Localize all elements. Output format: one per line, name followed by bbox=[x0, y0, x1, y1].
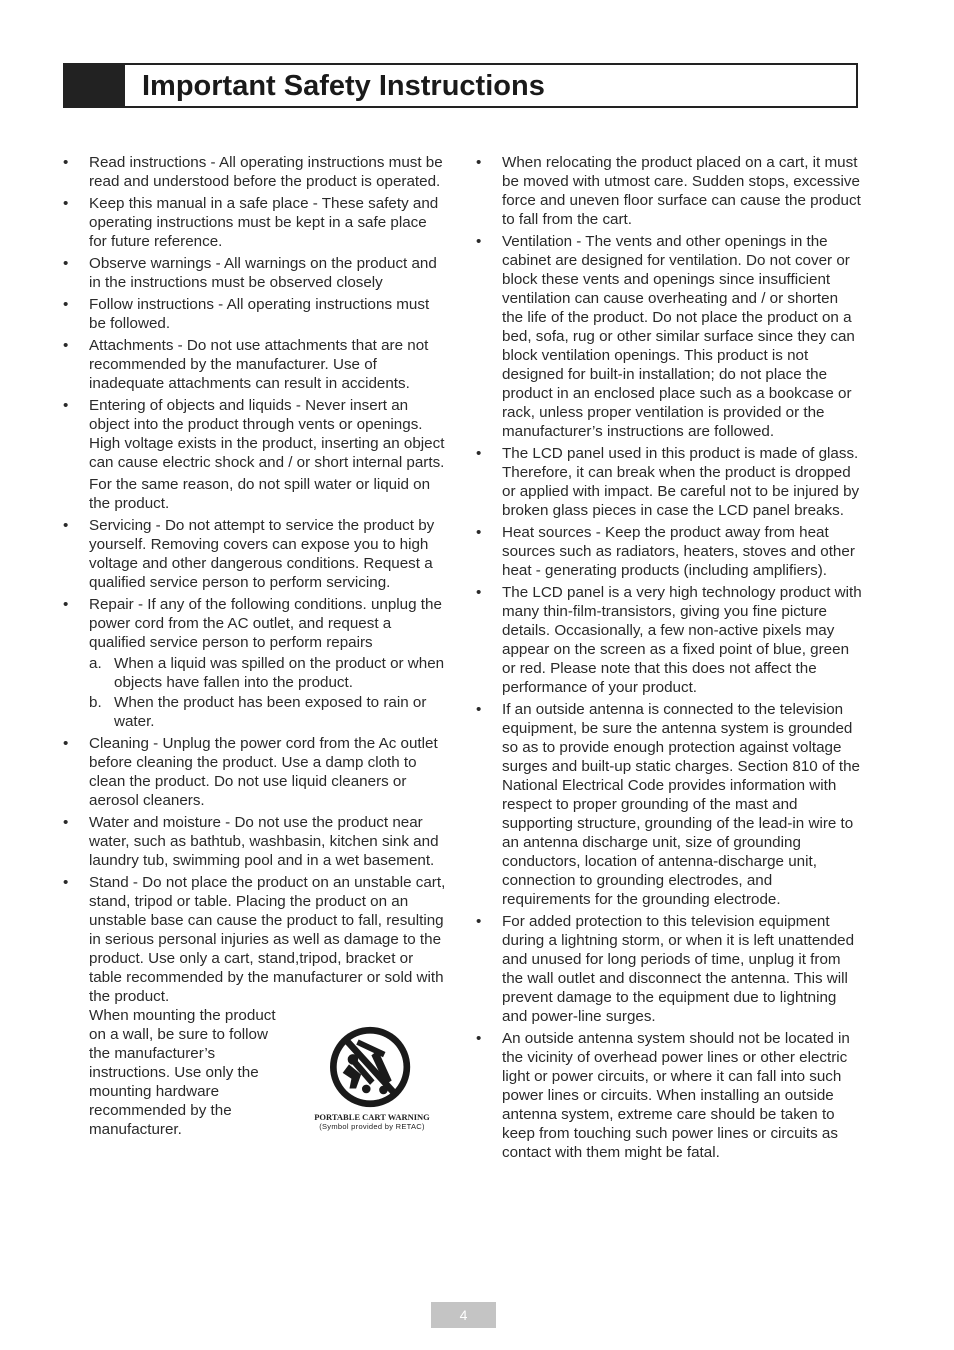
instruction-item bbox=[63, 254, 447, 292]
instruction-item bbox=[476, 583, 862, 697]
instruction-item bbox=[476, 1029, 862, 1162]
bullet-icon: • bbox=[476, 524, 482, 541]
bullet-icon: • bbox=[63, 337, 69, 354]
bullet-icon: • bbox=[476, 1030, 482, 1047]
cart-warning-caption: PORTABLE CART WARNING bbox=[314, 1112, 430, 1122]
instruction-text: Read instructions - All operating instructions must be read and understood before the product is operated. bbox=[89, 154, 443, 190]
cart-warning-figure bbox=[307, 1025, 437, 1137]
instruction-item bbox=[63, 153, 447, 191]
bullet-icon: • bbox=[63, 874, 69, 891]
instruction-item bbox=[476, 912, 862, 1026]
instruction-text: When relocating the product placed on a cart, it must be moved with utmost care. Sudden stops, excessive force and uneven floor surface can cause the product to fall from the cart. bbox=[502, 154, 861, 228]
sub-item-marker: a. bbox=[89, 655, 102, 672]
instruction-text: The LCD panel used in this product is made of glass. Therefore, it can break when the product is dropped or applied with impact. Be careful not to be injured by broken glass pieces in case the LCD panel breaks. bbox=[502, 445, 860, 519]
instruction-text: Attachments - Do not use attachments that are not recommended by the manufacturer. Use of inadequate attachments can result in accidents. bbox=[89, 337, 429, 392]
instruction-item bbox=[63, 194, 447, 251]
bullet-icon: • bbox=[63, 814, 69, 831]
sub-item-marker: b. bbox=[89, 694, 102, 711]
stand-tail-block bbox=[89, 1006, 447, 1140]
instruction-text: Water and moisture - Do not use the product near water, such as bathtub, washbasin, kitchen sink and laundry tub, swimming pool and in a wet basement. bbox=[89, 814, 439, 869]
instruction-item bbox=[63, 295, 447, 333]
header-black-block bbox=[65, 65, 125, 106]
instruction-text: If an outside antenna is connected to the television equipment, be sure the antenna system is grounded so as to provide enough protection against voltage surges and built-up static charges. Section 810 of the National Electrical Code provides information with respect to proper grounding of the mast and supporting structure, grounding of the lead-in wire to an antenna discharge unit, size of grounding conductors, location of antenna-discharge unit, connection to grounding electrodes, and requirements for the grounding electrode. bbox=[502, 701, 860, 908]
instruction-text: Stand - Do not place the product on an unstable cart, stand, tripod or table. Placing the product on an unstable base can cause the product to fall, resulting in serious personal injuries as well as damage to the product. Use only a cart, stand,tripod, bracket or table recommended by the manufacturer or sold with the product. bbox=[89, 874, 446, 1005]
bullet-icon: • bbox=[476, 584, 482, 601]
bullet-icon: • bbox=[476, 233, 482, 250]
instruction-text: Servicing - Do not attempt to service the product by yourself. Removing covers can expose you to high voltage and other dangerous conditions. Request a qualified service person to perform servicing. bbox=[89, 517, 435, 591]
instruction-text: Repair - If any of the following conditions. unplug the power cord from the AC outlet, and request a qualified service person to perform repairs bbox=[89, 596, 442, 651]
instruction-text: Observe warnings - All warnings on the product and in the instructions must be observed closely bbox=[89, 255, 437, 291]
instruction-text: For added protection to this television equipment during a lightning storm, or when it is left unattended and unused for long periods of time, unplug it from the wall outlet and disconnect the antenna. This will prevent damage to the equipment due to lightning and power-line surges. bbox=[502, 913, 855, 1025]
instruction-item bbox=[63, 396, 447, 513]
right-instruction-list bbox=[476, 153, 862, 1162]
instruction-item bbox=[63, 873, 447, 1140]
bullet-icon: • bbox=[63, 517, 69, 534]
bullet-icon: • bbox=[476, 154, 482, 171]
bullet-icon: • bbox=[63, 296, 69, 313]
bullet-icon: • bbox=[476, 701, 482, 718]
cart-warning-credit: (Symbol provided by RETAC) bbox=[319, 1122, 425, 1131]
instruction-item bbox=[63, 813, 447, 870]
portable-cart-warning-icon bbox=[324, 1025, 420, 1109]
page-header bbox=[63, 63, 858, 108]
left-instruction-list bbox=[63, 153, 447, 1140]
right-column bbox=[476, 153, 862, 1165]
instruction-text: Cleaning - Unplug the power cord from the Ac outlet before cleaning the product. Use a damp cloth to clean the product. Do not use liquid cleaners or aerosol cleaners. bbox=[89, 735, 438, 809]
sub-item-text: When a liquid was spilled on the product or when objects have fallen into the product. bbox=[114, 655, 445, 691]
instruction-text: Keep this manual in a safe place - These safety and operating instructions must be kept in a safe place for future reference. bbox=[89, 195, 439, 250]
instruction-item bbox=[476, 153, 862, 229]
instruction-item bbox=[476, 444, 862, 520]
bullet-icon: • bbox=[63, 195, 69, 212]
instruction-text: Ventilation - The vents and other openings in the cabinet are designed for ventilation. Do not cover or block these vents and openings since insufficient ventilation can cause overheating and / or shorten the life of the product. Do not place the product on a bed, sofa, rug or other similar surface since they can block ventilation openings. This product is not designed for built-in installation; do not place the product in an enclosed place such as a bookcase or rack, unless proper ventilation is provided or the manufacturer’s instructions are followed. bbox=[502, 233, 855, 440]
sub-item-text: When the product has been exposed to rain or water. bbox=[114, 694, 427, 730]
instruction-text: Heat sources - Keep the product away from heat sources such as radiators, heaters, stoves and other heat - generating products (including amplifiers). bbox=[502, 524, 855, 579]
left-column bbox=[63, 153, 447, 1143]
bullet-icon: • bbox=[63, 735, 69, 752]
instruction-item bbox=[63, 595, 447, 731]
bullet-icon: • bbox=[476, 913, 482, 930]
instruction-extra-text: When mounting the product on a wall, be sure to follow the manufacturer’s instructions. Use only the mounting hardware recommended by the manufacturer. bbox=[89, 1007, 276, 1138]
bullet-icon: • bbox=[63, 154, 69, 171]
bullet-icon: • bbox=[63, 596, 69, 613]
instruction-text: The LCD panel is a very high technology product with many thin-film-transistors, giving you fine picture details. Occasionally, a few non-active pixels may appear on the screen as a fixed point of blue, green or red. Please note that this does not affect the performance of your product. bbox=[502, 584, 862, 696]
repair-condition-item bbox=[89, 693, 447, 731]
instruction-item bbox=[476, 700, 862, 909]
bullet-icon: • bbox=[63, 397, 69, 414]
instruction-item bbox=[63, 734, 447, 810]
instruction-item bbox=[63, 336, 447, 393]
instruction-item bbox=[476, 232, 862, 441]
instruction-item bbox=[476, 523, 862, 580]
repair-condition-item bbox=[89, 654, 447, 692]
instruction-text: Follow instructions - All operating instructions must be followed. bbox=[89, 296, 430, 332]
bullet-icon: • bbox=[476, 445, 482, 462]
repair-condition-list bbox=[89, 654, 447, 731]
bullet-icon: • bbox=[63, 255, 69, 272]
instruction-text: An outside antenna system should not be located in the vicinity of overhead power lines or other electric light or power circuits, or where it can fall into such power lines or circuits. When installing an outside antenna system, extreme care should be taken to keep from touching such power lines or circuits as contact with them might be fatal. bbox=[502, 1030, 850, 1161]
instruction-extra-text: For the same reason, do not spill water or liquid on the product. bbox=[89, 476, 431, 512]
instruction-text: Entering of objects and liquids - Never insert an object into the product through vents or openings. High voltage exists in the product, inserting an object can cause electric shock and / or short internal parts. bbox=[89, 397, 445, 471]
instruction-item bbox=[63, 516, 447, 592]
page-number: 4 bbox=[431, 1302, 496, 1328]
page-title: Important Safety Instructions bbox=[142, 70, 545, 102]
